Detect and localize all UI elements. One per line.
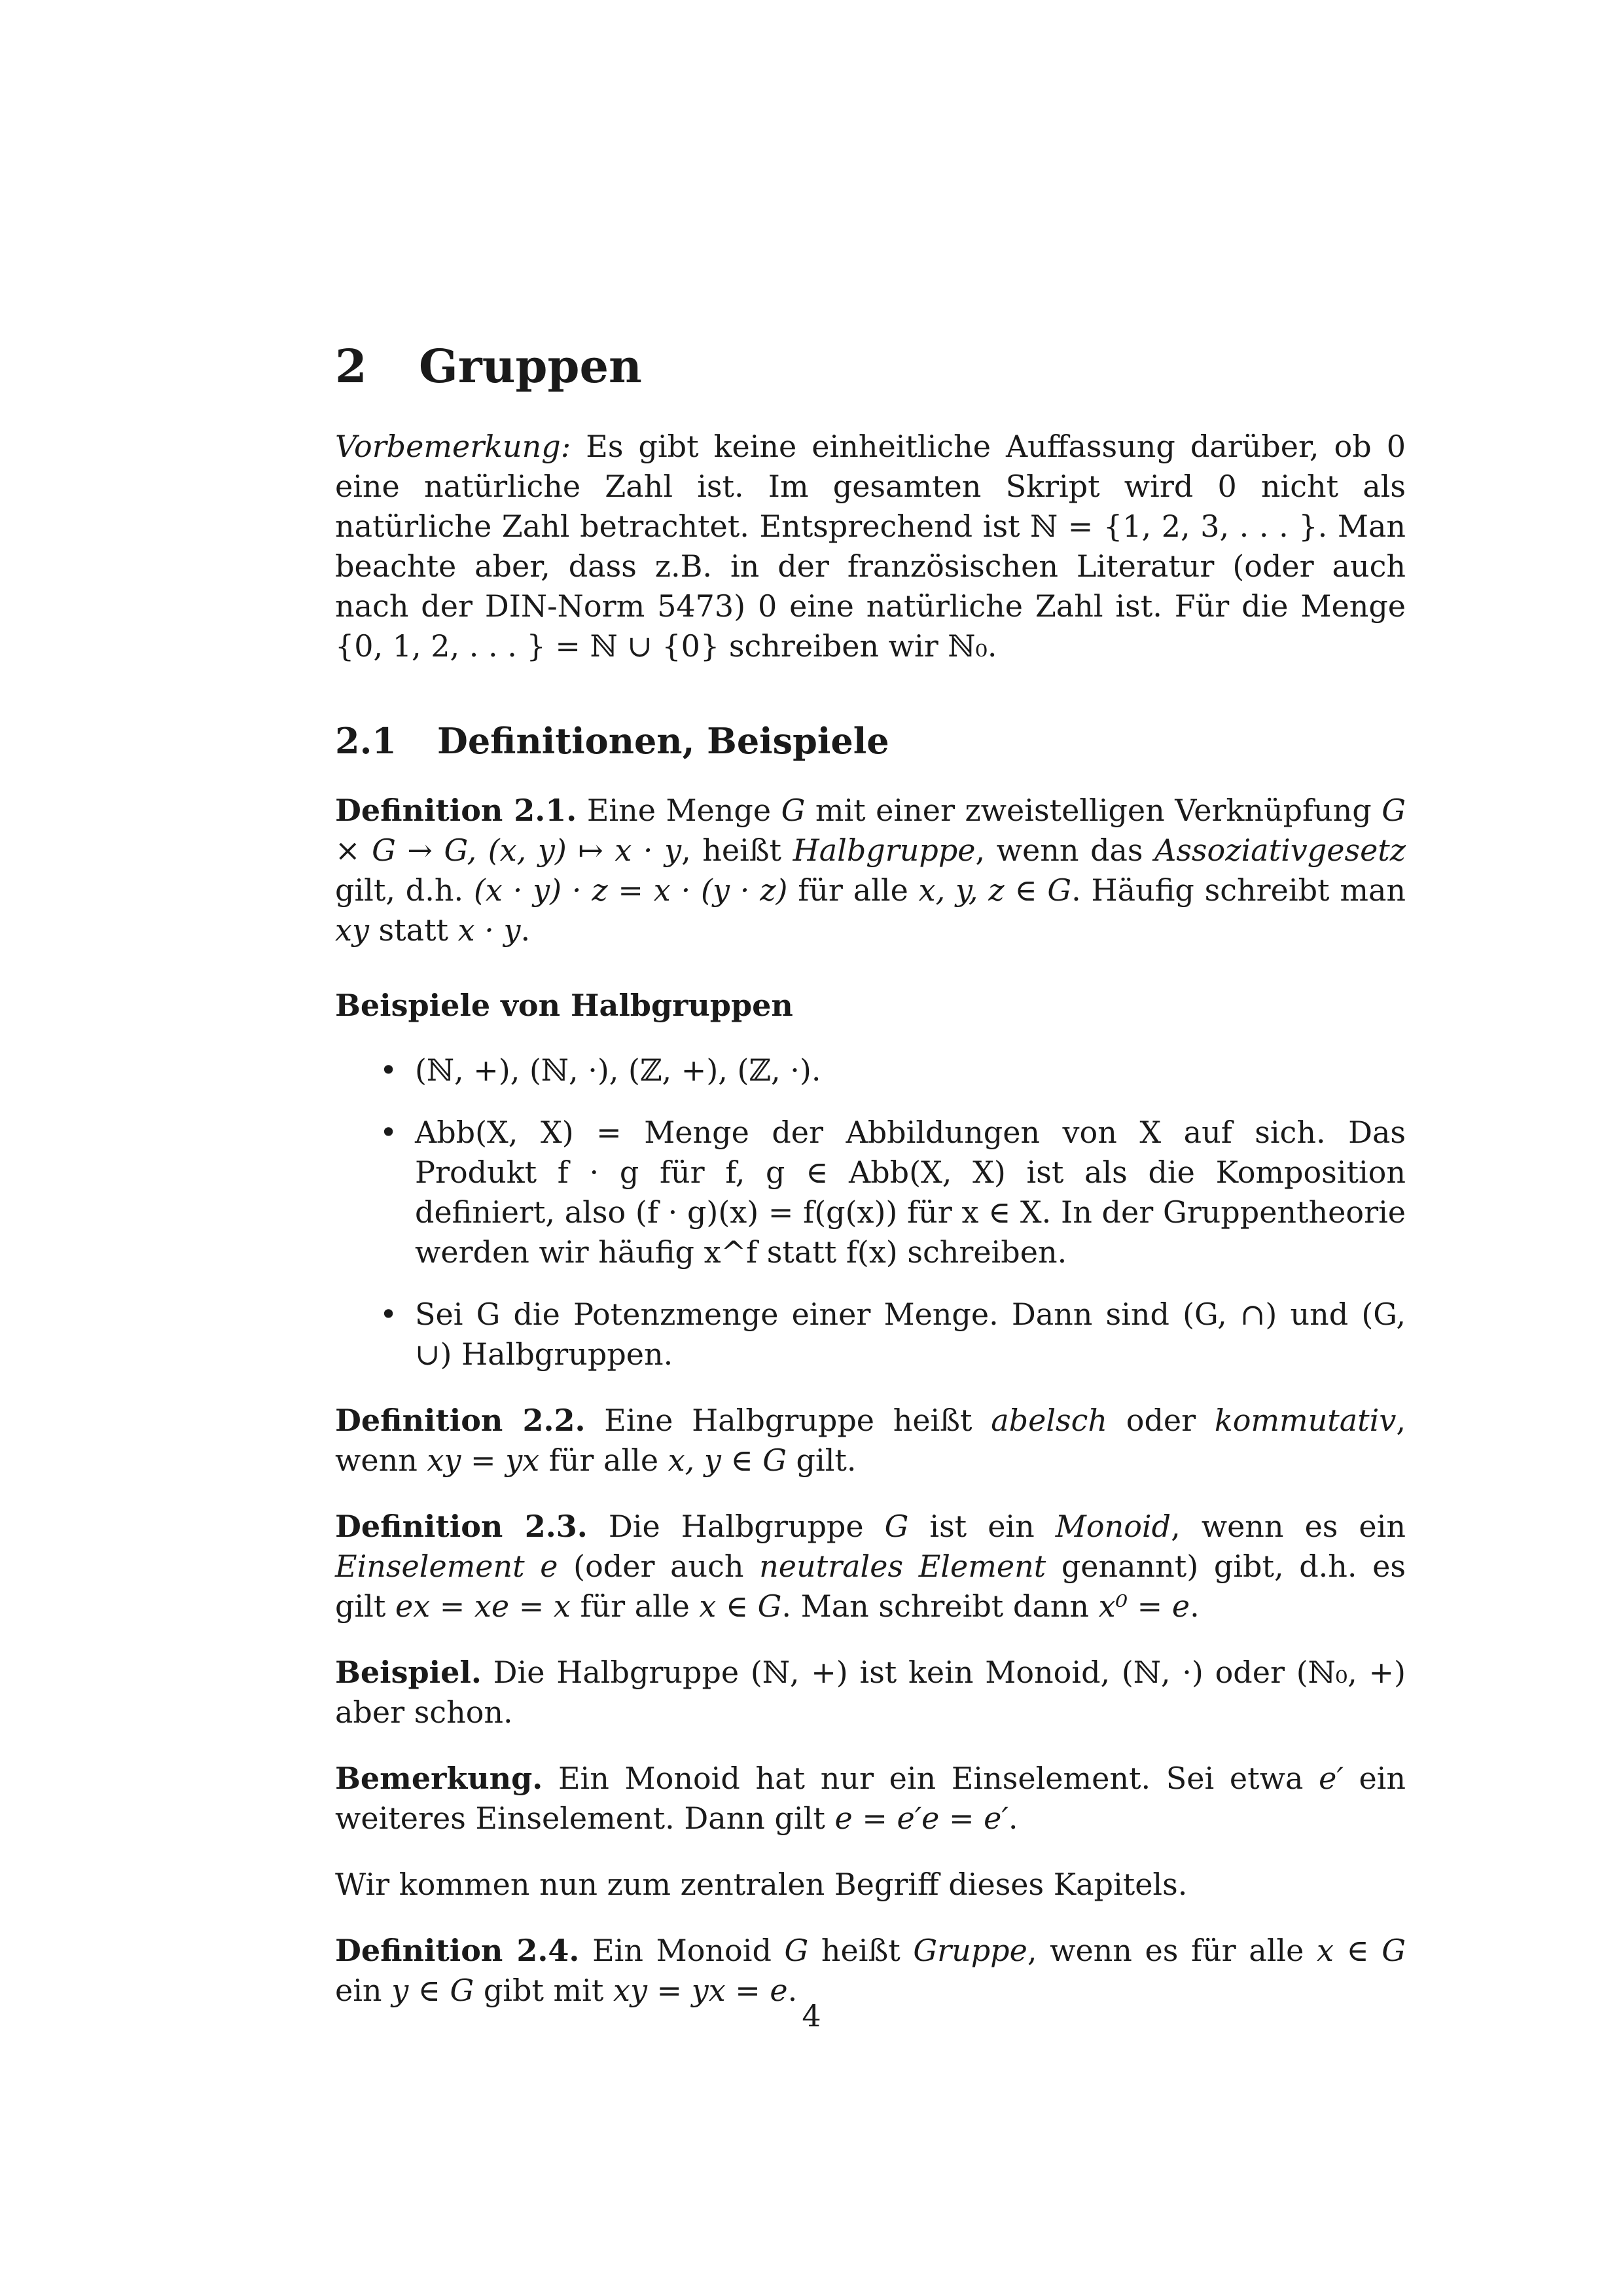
text: . xyxy=(520,912,531,948)
bullet-icon: • xyxy=(380,1052,398,1088)
text: statt xyxy=(368,912,458,948)
transition-paragraph: Wir kommen nun zum zentralen Begriff dieses Kapitels. xyxy=(335,1867,1188,1902)
vorbemerkung-paragraph xyxy=(335,427,1406,666)
term-halbgruppe: Halbgruppe xyxy=(793,833,976,868)
math: G xyxy=(784,1933,809,1968)
beispiel-text: Die Halbgruppe (ℕ, +) ist kein Monoid, (ℕ, ·) oder (ℕ₀, +) aber schon. xyxy=(335,1655,1406,1730)
text: . xyxy=(1008,1801,1018,1836)
math: G xyxy=(781,793,806,828)
definition-label: Definition 2.2. xyxy=(335,1403,586,1438)
beispiel-label: Beispiel. xyxy=(335,1655,482,1690)
math: e xyxy=(540,1549,558,1584)
bemerkung-label: Bemerkung. xyxy=(335,1761,543,1796)
definition-label: Definition 2.1. xyxy=(335,793,577,828)
text: gilt, d.h. xyxy=(335,872,474,908)
example-text: (ℕ, +), (ℕ, ·), (ℤ, +), (ℤ, ·). xyxy=(415,1052,821,1088)
definition-2-1 xyxy=(335,791,1406,950)
text: genannt) gibt, d.h. es gilt xyxy=(335,1549,1406,1624)
term-abelsch: abelsch xyxy=(991,1403,1108,1438)
definition-label: Definition 2.3. xyxy=(335,1509,588,1544)
definition-2-2 xyxy=(335,1401,1406,1480)
math: (x · y) · z = x · (y · z) xyxy=(473,872,788,908)
term-kommutativ: kommutativ xyxy=(1214,1403,1397,1438)
vorbemerkung-text: Es gibt keine einheitliche Auffassung darüber, ob 0 eine natürliche Zahl ist. Im gesamten Skript wird 0 nicht als natürliche Zahl betrachtet. Entsprechend ist ℕ = {1, 2, 3, . . . }. Man beachte aber, dass z.B. in der französischen Literatur (oder auch nach der DIN-Norm 5473) 0 eine natürliche Zahl ist. Für die Menge {0, 1, 2, . . . } = ℕ ∪ {0} schreiben wir ℕ₀. xyxy=(335,429,1406,664)
list-item xyxy=(380,1295,1406,1374)
definition-label: Definition 2.4. xyxy=(335,1933,580,1968)
text: für alle xyxy=(539,1443,668,1478)
math: x ∈ G xyxy=(1316,1933,1406,1968)
section-number: 2 xyxy=(335,339,367,393)
bullet-icon: • xyxy=(380,1115,398,1150)
math: e′ xyxy=(1319,1761,1344,1796)
text: Eine Menge xyxy=(577,793,781,828)
text: , wenn es ein xyxy=(1171,1509,1406,1544)
math: x ∈ G xyxy=(699,1588,782,1624)
list-item xyxy=(380,1113,1406,1272)
text: . Häufig schreibt man xyxy=(1071,872,1406,908)
page-content xyxy=(335,340,1406,2011)
subsection-heading xyxy=(335,720,1406,762)
text: Eine Halbgruppe heißt xyxy=(585,1403,991,1438)
subsection-number: 2.1 xyxy=(335,720,397,762)
text: Die Halbgruppe xyxy=(587,1509,885,1544)
text: ist ein xyxy=(908,1509,1056,1544)
term-monoid: Monoid xyxy=(1055,1509,1171,1544)
subsection-title: Definitionen, Beispiele xyxy=(437,720,889,762)
text: Ein Monoid hat nur ein Einselement. Sei etwa xyxy=(543,1761,1319,1796)
text: , wenn xyxy=(335,1403,1406,1478)
section-title: Gruppen xyxy=(419,339,642,393)
bullet-icon: • xyxy=(380,1297,398,1332)
example-text: Abb(X, X) = Menge der Abbildungen von X auf sich. Das Produkt f · g für f, g ∈ Abb(X, X) ist als die Komposition definiert, also (f · g)(x) = f(g(x)) für x ∈ X. In der Gruppentheorie werden wir häufig x^f statt f(x) schreiben. xyxy=(415,1115,1406,1270)
text: ein xyxy=(335,1973,392,2008)
text: für alle xyxy=(570,1588,700,1624)
section-heading xyxy=(335,340,1406,393)
text: , wenn es für alle xyxy=(1027,1933,1317,1968)
term-gruppe: Gruppe xyxy=(913,1933,1027,1968)
text: , wenn das xyxy=(975,833,1155,868)
text: (oder auch xyxy=(558,1549,760,1584)
math: x · y xyxy=(457,912,521,948)
text: oder xyxy=(1107,1403,1215,1438)
definition-2-3 xyxy=(335,1507,1406,1626)
text: Ein Monoid xyxy=(579,1933,785,1968)
math: x, y ∈ G xyxy=(668,1443,787,1478)
text: ein weiteres Einselement. Dann gilt xyxy=(335,1761,1406,1836)
math: x, y, z ∈ G xyxy=(918,872,1072,908)
math: x⁰ = e xyxy=(1098,1588,1190,1624)
math: ex = xe = x xyxy=(395,1588,571,1624)
beispiel-paragraph xyxy=(335,1653,1406,1732)
text: heißt xyxy=(808,1933,914,1968)
example-text: Sei G die Potenzmenge einer Menge. Dann sind (G, ∩) und (G, ∪) Halbgruppen. xyxy=(415,1297,1406,1372)
text: gibt mit xyxy=(474,1973,613,2008)
math: G xyxy=(884,1509,909,1544)
vorbemerkung-label: Vorbemerkung: xyxy=(335,429,571,464)
math: xy = yx xyxy=(427,1443,540,1478)
examples-heading: Beispiele von Halbgruppen xyxy=(335,988,793,1023)
term-assoziativgesetz: Assoziativgesetz xyxy=(1154,833,1406,868)
text: , heißt xyxy=(681,833,793,868)
math: y ∈ G xyxy=(391,1973,474,2008)
text: gilt. xyxy=(786,1443,857,1478)
text: mit einer zweistelligen Verknüpfung xyxy=(805,793,1382,828)
text xyxy=(525,1549,541,1584)
list-item xyxy=(380,1050,1406,1090)
text: . Man schreibt dann xyxy=(781,1588,1099,1624)
page-number: 4 xyxy=(802,1998,821,2034)
math: xy = yx = e xyxy=(613,1973,788,2008)
bemerkung-paragraph xyxy=(335,1759,1406,1839)
math: xy xyxy=(335,912,369,948)
term-einselement: Einselement xyxy=(335,1549,525,1584)
math: G × G → G, (x, y) ↦ x · y xyxy=(335,793,1406,868)
examples-list xyxy=(335,1050,1406,1374)
text: . xyxy=(787,1973,798,2008)
math: e = e′e = e′ xyxy=(834,1801,1008,1836)
term-neutrales-element: neutrales Element xyxy=(759,1549,1046,1584)
text: für alle xyxy=(787,872,919,908)
text: . xyxy=(1190,1588,1200,1624)
